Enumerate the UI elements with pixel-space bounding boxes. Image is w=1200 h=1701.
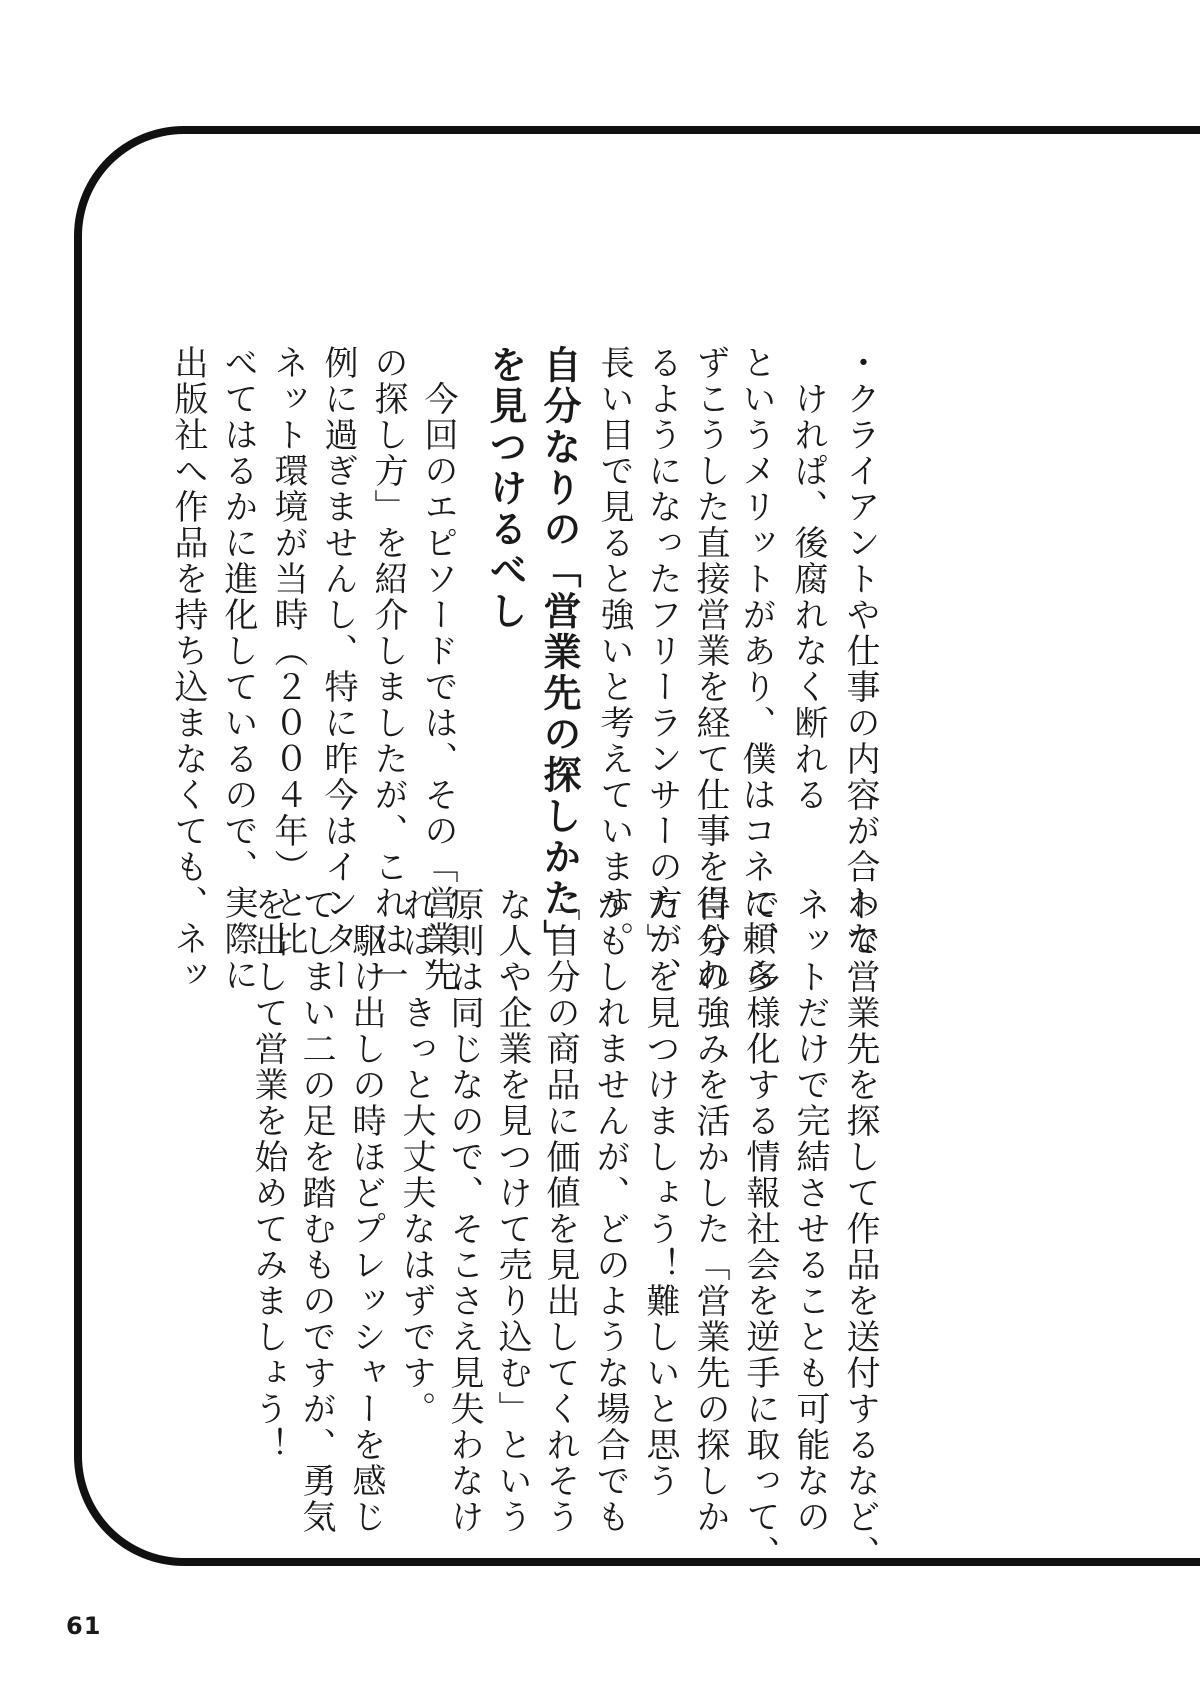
text-line: の探し方」を紹介しましたが、これは一 bbox=[368, 345, 408, 993]
text-line: 「自分の商品に価値を見出してくれそう bbox=[540, 887, 580, 1535]
text-line: を出して営業を始めてみましょう！ bbox=[248, 887, 288, 1463]
text-line: た」を見つけましょう！難しいと思う bbox=[640, 887, 680, 1499]
text-line: ずこうした直接営業を経て仕事を得られ bbox=[690, 345, 730, 993]
text-line: 駆け出しの時ほどプレッシャーを感じ bbox=[346, 887, 386, 1535]
text-line: 自分の強みを活かした「営業先の探しか bbox=[690, 887, 730, 1535]
text-line: ネットだけで完結させることも可能なの bbox=[790, 887, 830, 1535]
text-line: れば、きっと大丈夫なはずです。 bbox=[396, 887, 436, 1427]
page-number: 61 bbox=[66, 1612, 102, 1640]
text-line: てしまい二の足を踏むものですが、勇気 bbox=[296, 887, 336, 1535]
text-line: るようになったフリーランサーの方が、 bbox=[642, 345, 682, 993]
text-line: 出版社へ作品を持ち込まなくても、ネッ bbox=[168, 345, 208, 993]
text-line: 例に過ぎませんし、特に昨今はインター bbox=[318, 345, 358, 993]
text-line: で、多様化する情報社会を逆手に取って、 bbox=[740, 887, 780, 1571]
text-line: かもしれませんが、どのような場合でも bbox=[590, 887, 630, 1535]
section-heading-line: 自分なりの「営業先の探しかた」 bbox=[537, 345, 581, 960]
text-line: 今回のエピソードでは、その「営業先 bbox=[418, 345, 458, 993]
text-line: トで営業先を探して作品を送付するなど、 bbox=[840, 887, 880, 1571]
text-line: 長い目で見ると強いと考えています。 bbox=[594, 345, 634, 957]
text-line: べてはるかに進化しているので、実際に bbox=[218, 345, 258, 993]
text-line: ネット環境が当時（２００４年）と比 bbox=[268, 345, 308, 957]
text-line: な人や企業を見つけて売り込む」という bbox=[492, 887, 532, 1535]
text-line: ・クライアントや仕事の内容が合わな bbox=[840, 345, 880, 957]
text-line: というメリットがあり、僕はコネに頼ら bbox=[736, 345, 776, 993]
text-line: けれぱ、後腐れなく断れる bbox=[788, 345, 828, 813]
text-line: 原則は同じなので、そこさえ見失わなけ bbox=[444, 887, 484, 1535]
section-heading-line: を見つけるべし bbox=[483, 345, 527, 632]
